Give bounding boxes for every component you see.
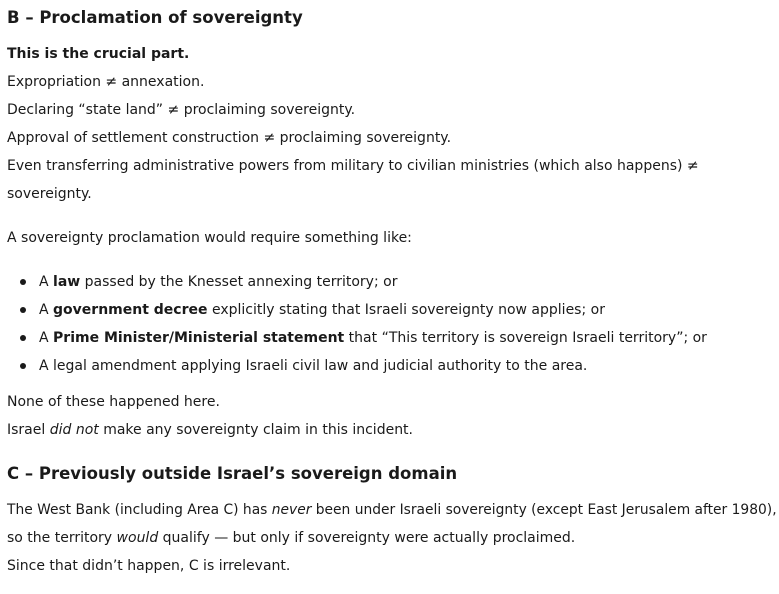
list-item-text: A [39, 302, 54, 318]
list-item [39, 328, 707, 348]
text-line: Declaring “state land” ≠ proclaiming sovereignty. [7, 102, 356, 118]
list-item-bold: law [53, 274, 81, 290]
list-item [39, 300, 605, 320]
crucial-text: This is the crucial part. [7, 46, 190, 62]
line-text: qualify — but only if sovereignty were actually proclaimed. [158, 530, 576, 546]
bullet-dot [20, 363, 26, 369]
section-c-line [7, 528, 575, 548]
text-line: sovereignty. [7, 186, 92, 202]
list-item-text: A [39, 274, 54, 290]
intro-line: A sovereignty proclamation would require something like: [7, 230, 412, 246]
list-item-bold: Prime Minister/Ministerial statement [53, 330, 345, 346]
emphasis-text: did not [49, 422, 99, 438]
text-line: Even transferring administrative powers from military to civilian ministries (which also happens) ≠ [7, 158, 699, 174]
list-item-text: that “This territory is sovereign Israeli territory”; or [344, 330, 707, 346]
list-item-bold: government decree [53, 302, 208, 318]
line-text: make any sovereignty claim in this incident. [98, 422, 413, 438]
line-text: Israel [7, 422, 50, 438]
list-item-text: explicitly stating that Israeli sovereignty now applies; or [207, 302, 605, 318]
list-item-text: A [39, 330, 54, 346]
crucial-line [7, 44, 189, 64]
section-c-heading: C – Previously outside Israel’s sovereign domain [7, 464, 458, 483]
bullet-dot [20, 307, 26, 313]
section-b-heading: B – Proclamation of sovereignty [7, 8, 303, 27]
section-c-line: Since that didn’t happen, C is irrelevant. [7, 558, 291, 574]
line-text: so the territory [7, 530, 117, 546]
israel-line [7, 420, 413, 440]
text-line: Approval of settlement construction ≠ proclaiming sovereignty. [7, 130, 452, 146]
text-line: Expropriation ≠ annexation. [7, 74, 205, 90]
emphasis-text: would [116, 530, 159, 546]
bullet-dot [20, 279, 26, 285]
list-item [39, 272, 397, 292]
emphasis-text: never [271, 502, 312, 518]
bullet-dot [20, 335, 26, 341]
list-item: A legal amendment applying Israeli civil law and judicial authority to the area. [39, 358, 588, 374]
line-text: The West Bank (including Area C) has [7, 502, 272, 518]
section-c-line [7, 500, 777, 520]
list-item-text: passed by the Knesset annexing territory; or [80, 274, 398, 290]
line-text: been under Israeli sovereignty (except East Jerusalem after 1980), [311, 502, 777, 518]
none-happened-line: None of these happened here. [7, 394, 220, 410]
